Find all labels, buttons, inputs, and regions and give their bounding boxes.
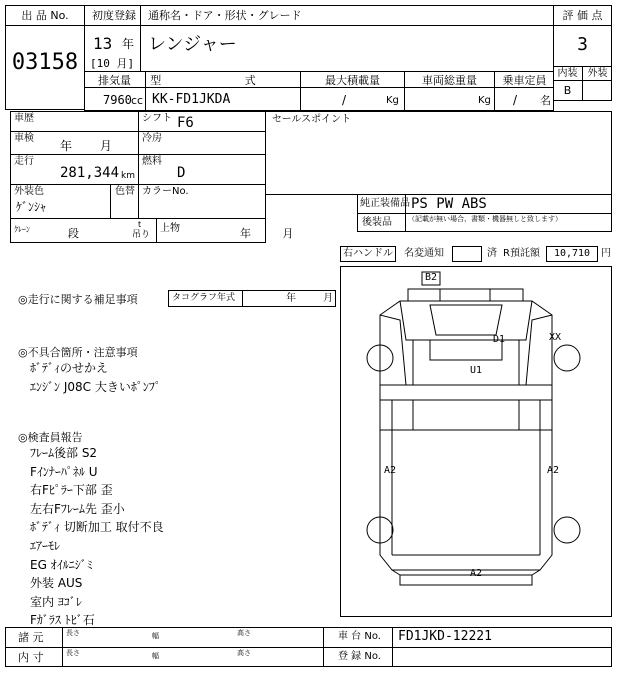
width-label-1: 幅: [152, 632, 159, 640]
mileage-label: 走行: [14, 156, 34, 167]
displacement: 7960: [103, 93, 132, 107]
inspector-line: 右Fﾋﾟﾗｰ下部 歪: [30, 483, 113, 498]
exterior-label: 外装: [587, 68, 608, 79]
model: KK-FD1JKDA: [152, 92, 231, 107]
inspector-line: ｴｱｰﾓﾚ: [30, 539, 61, 553]
inspector-line: EG ｵｲﾙﾆｼﾞﾐ: [30, 557, 93, 572]
mark-a2-right: A2: [547, 465, 560, 476]
first-reg-month: [10 月]: [90, 57, 135, 70]
kg-unit-1: Kg: [386, 95, 399, 106]
right-hand: 右ハンドル: [343, 248, 393, 259]
tachograph-label: タコグラフ年式: [172, 293, 236, 303]
mark-u1: U1: [470, 365, 483, 376]
aftermarket-label: 後装品: [362, 217, 392, 228]
mileage: 281,344: [60, 165, 120, 181]
km-unit: km: [121, 171, 135, 181]
crane-ton: t: [138, 220, 142, 229]
ac-label: 冷房: [142, 133, 162, 144]
fuel-label: 燃料: [142, 156, 162, 167]
yen: 円: [601, 248, 611, 259]
inspection-value: 年 月: [60, 139, 112, 153]
color-label: 外装色: [14, 186, 44, 197]
inspector-line: Fｲﾝﾅｰﾊﾟﾈﾙ U: [30, 464, 98, 479]
name-label: 通称名・ドア・形状・グレード: [148, 9, 302, 22]
max-load: /: [342, 93, 347, 107]
width-label-2: 幅: [152, 652, 159, 660]
inspector-line: 左右Fﾌﾚｰﾑ先 歪小: [30, 501, 125, 516]
year-char: 年: [122, 37, 135, 51]
displacement-label: 排気量: [98, 74, 131, 87]
defect-line: ﾎﾞﾃﾞｨのせかえ: [30, 361, 109, 375]
car-name: レンジャー: [148, 34, 237, 55]
mark-xx: XX: [549, 332, 562, 343]
r-deposit-label: R預託額: [503, 248, 540, 259]
first-reg-label: 初度登録: [92, 9, 136, 22]
inspector-label: ◎検査員報告: [18, 431, 83, 444]
length-label-2: 長さ: [66, 649, 80, 657]
crane-stage: 段: [68, 227, 79, 240]
chassis-no: FD1JKD-12221: [398, 629, 492, 644]
inspection-label: 車検: [14, 133, 34, 144]
mark-d1: D1: [493, 334, 506, 345]
rating-value: 3: [577, 34, 588, 55]
height-label-2: 高さ: [237, 649, 251, 657]
first-reg-year: 13: [93, 34, 113, 53]
inspector-line: ﾌﾚｰﾑ後部 S2: [30, 446, 98, 460]
inspector-line: 室内 ﾖｺﾞﾚ: [30, 594, 82, 609]
history-label: 車歴: [14, 113, 34, 124]
tachograph-value: 年 月: [286, 293, 334, 304]
inspector-line: 外装 AUS: [30, 576, 83, 591]
mark-a2-left: A2: [384, 465, 397, 476]
rating-label: 評 価 点: [562, 9, 603, 22]
gross-weight-label: 車両総重量: [422, 74, 477, 87]
crane-hang: 吊り: [132, 230, 151, 240]
fuel-value: D: [177, 165, 186, 181]
capacity-label: 乗車定員: [502, 74, 547, 87]
name-change-label: 名変通知: [404, 248, 444, 259]
shift-label: シフト: [142, 113, 172, 124]
upper-label: 上物: [160, 223, 180, 234]
length-label-1: 長さ: [66, 629, 80, 637]
reg-label: 登 録 No.: [338, 651, 381, 662]
mark-a2-rear: A2: [470, 568, 483, 579]
dims-label: 内 寸: [18, 651, 44, 664]
max-load-label: 最大積載量: [325, 74, 380, 87]
aftermarket-note: （記載が無い場合、書類・機器無しと致します）: [408, 215, 562, 223]
inspector-line: Fｶﾞﾗｽ ﾄﾋﾞ石: [30, 613, 95, 628]
specs-label: 諸 元: [18, 631, 44, 644]
interior-label: 内装: [557, 68, 578, 79]
shift-value: F6: [177, 115, 194, 131]
color-no-label: カラーNo.: [142, 186, 189, 197]
driving-label: ◎走行に関する補足事項: [18, 293, 138, 306]
mark-b2: B2: [425, 272, 438, 283]
defects-label: ◎不具合箇所・注意事項: [18, 346, 138, 359]
chassis-label: 車 台 No.: [338, 631, 381, 642]
genuine-label: 純正装備品: [360, 198, 410, 209]
cc-unit: cc: [131, 94, 144, 107]
color-value: ｹﾞﾝｼｬ: [16, 200, 47, 214]
lot-no: 03158: [11, 50, 79, 75]
inspector-line: ﾎﾞﾃﾞｨ 切断加工 取付不良: [30, 520, 164, 535]
defect-line: ｴﾝｼﾞﾝ J08C 大きいﾎﾟﾝﾌﾟ: [30, 380, 161, 394]
lot-no-label: 出 品 No.: [21, 9, 69, 22]
interior-grade: B: [563, 84, 572, 97]
r-deposit-value: 10,710: [553, 248, 591, 259]
model-label: 型 式: [150, 74, 296, 87]
sales-point-label: セールスポイント: [272, 114, 352, 125]
capacity-unit: 名: [540, 94, 551, 107]
crane-label: ｸﾚｰﾝ: [14, 225, 30, 234]
upper-value: 年 月: [240, 227, 294, 240]
height-label-1: 高さ: [237, 629, 251, 637]
capacity: /: [513, 93, 518, 107]
mileage-ok: 済: [487, 248, 497, 259]
genuine-value: PS PW ABS: [411, 196, 487, 212]
kg-unit-2: Kg: [478, 95, 491, 106]
color-swap-label: 色替: [115, 186, 135, 197]
